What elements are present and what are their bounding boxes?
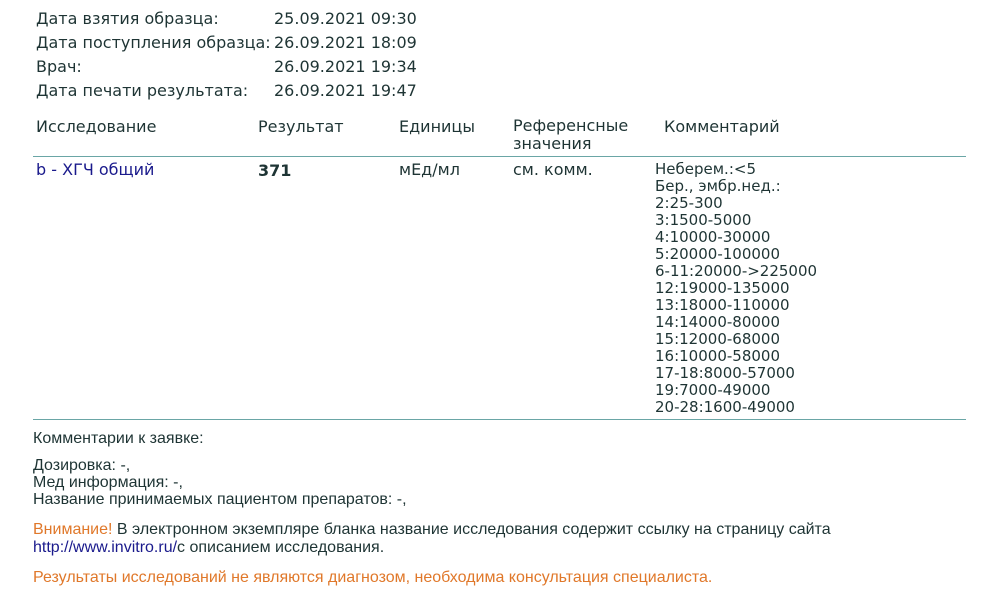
info-value-sample-date: 25.09.2021 09:30 bbox=[274, 9, 417, 28]
info-value-doctor: 26.09.2021 19:34 bbox=[274, 57, 417, 76]
patient-drugs: Название принимаемых пациентом препаратов: -, bbox=[33, 491, 407, 508]
comment-line: 17-18:8000-57000 bbox=[655, 364, 795, 382]
comment-line: 16:10000-58000 bbox=[655, 347, 780, 365]
comment-line: Бер., эмбр.нед.: bbox=[655, 177, 781, 195]
result-value: 371 bbox=[258, 161, 292, 180]
dosage: Дозировка: -, bbox=[33, 457, 131, 474]
invitro-link[interactable]: http://www.invitro.ru/ bbox=[33, 539, 178, 556]
attention-label: Внимание! bbox=[33, 521, 113, 538]
header-comment: Комментарий bbox=[664, 117, 780, 136]
header-result: Результат bbox=[258, 117, 344, 136]
comment-line: 13:18000-110000 bbox=[655, 296, 790, 314]
med-info: Мед информация: -, bbox=[33, 474, 183, 491]
comment-line: 12:19000-135000 bbox=[655, 279, 790, 297]
disclaimer: Результаты исследований не являются диагнозом, необходима консультация специалиста. bbox=[33, 569, 713, 586]
comment-line: 6-11:20000->225000 bbox=[655, 262, 818, 280]
header-reference-line1: Референсные bbox=[513, 116, 629, 135]
result-units: мЕд/мл bbox=[399, 160, 460, 179]
header-reference bbox=[513, 117, 628, 153]
order-comments bbox=[33, 457, 407, 508]
attention-note bbox=[33, 521, 831, 557]
link-suffix: с описанием исследования. bbox=[177, 539, 385, 556]
comment-line: 3:1500-5000 bbox=[655, 211, 752, 229]
attention-text: В электронном экземпляре бланка название исследования содержит ссылку на страницу сайта bbox=[112, 521, 831, 538]
info-label-print-date: Дата печати результата: bbox=[36, 81, 249, 100]
comment-line: 15:12000-68000 bbox=[655, 330, 780, 348]
comment-line: 14:14000-80000 bbox=[655, 313, 780, 331]
info-label-doctor: Врач: bbox=[36, 57, 82, 76]
comment-line: Неберем.:<5 bbox=[655, 160, 756, 178]
test-name-link[interactable]: b - ХГЧ общий bbox=[36, 160, 155, 179]
comment-line: 19:7000-49000 bbox=[655, 381, 771, 399]
comments-title: Комментарии к заявке: bbox=[33, 430, 204, 447]
result-reference: см. комм. bbox=[513, 160, 593, 179]
header-units: Единицы bbox=[399, 117, 475, 136]
comment-line: 2:25-300 bbox=[655, 194, 723, 212]
comment-line: 4:10000-30000 bbox=[655, 228, 771, 246]
info-value-print-date: 26.09.2021 19:47 bbox=[274, 81, 417, 100]
table-bottom-divider bbox=[33, 419, 966, 420]
comment-line: 20-28:1600-49000 bbox=[655, 398, 795, 416]
result-comment bbox=[655, 161, 817, 416]
header-test: Исследование bbox=[36, 117, 157, 136]
table-header-divider bbox=[33, 156, 966, 157]
info-value-receipt-date: 26.09.2021 18:09 bbox=[274, 33, 417, 52]
info-label-receipt-date: Дата поступления образца: bbox=[36, 33, 271, 52]
header-reference-line2: значения bbox=[513, 134, 592, 153]
comment-line: 5:20000-100000 bbox=[655, 245, 780, 263]
info-label-sample-date: Дата взятия образца: bbox=[36, 9, 219, 28]
